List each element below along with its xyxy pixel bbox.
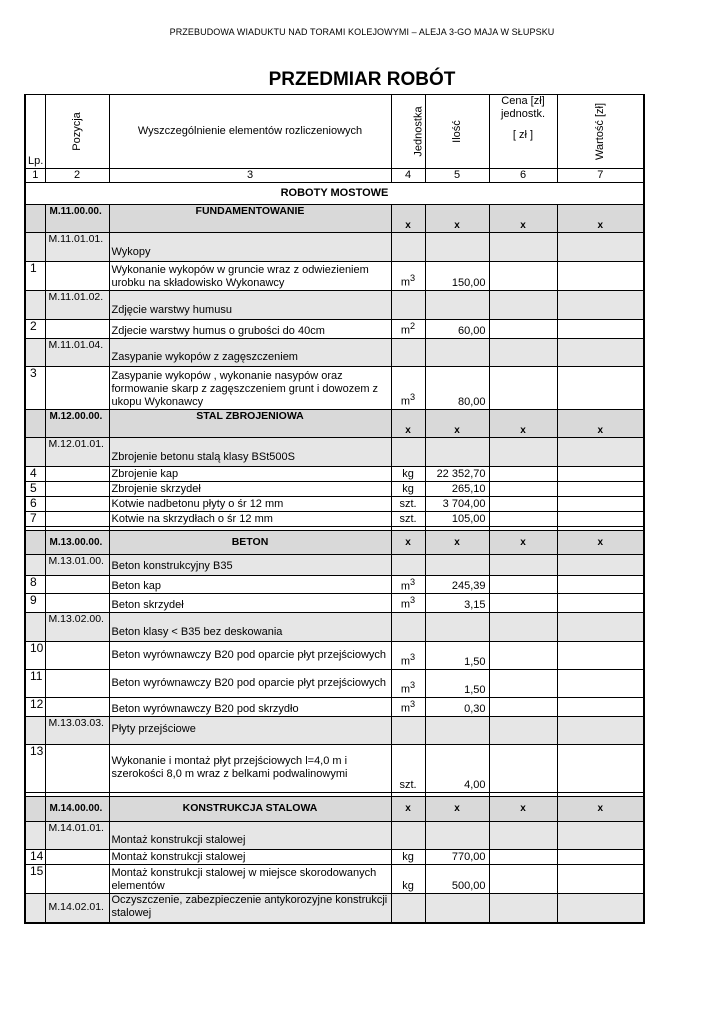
table-header-row bbox=[25, 95, 644, 169]
subgroup-code: M.11.01.01. bbox=[45, 233, 109, 262]
position-unit: kg bbox=[391, 864, 425, 893]
przedmiar-table bbox=[24, 94, 645, 924]
position-quantity: 105,00 bbox=[425, 511, 489, 526]
position-row bbox=[25, 641, 644, 669]
position-quantity: 500,00 bbox=[425, 864, 489, 893]
header-opis: Wyszczególnienie elementów rozliczeniowych bbox=[109, 95, 391, 169]
subgroup-row bbox=[25, 893, 644, 923]
position-row bbox=[25, 864, 644, 893]
x-mark: x bbox=[425, 409, 489, 437]
position-unit: $m^3$ bbox=[391, 262, 425, 291]
header-pozycja: Pozycja bbox=[45, 95, 109, 169]
position-number: 8 bbox=[25, 575, 45, 594]
position-number: 4 bbox=[25, 466, 45, 481]
position-description: Zbrojenie skrzydeł bbox=[109, 481, 391, 496]
subgroup-code: M.13.02.00. bbox=[45, 612, 109, 641]
position-row bbox=[25, 496, 644, 511]
position-quantity: 0,30 bbox=[425, 697, 489, 716]
group-row bbox=[25, 205, 644, 233]
section-title: ROBOTY MOSTOWE bbox=[25, 183, 644, 205]
position-number: 2 bbox=[25, 320, 45, 339]
group-name: BETON bbox=[109, 530, 391, 554]
position-description: Zasypanie wykopów , wykonanie nasypów oraz formowanie skarp z zagęszczeniem grunt i dowozem z ukopu Wykonawcy bbox=[109, 366, 391, 409]
header-jednostka: Jednostka bbox=[391, 95, 425, 169]
position-unit: szt. bbox=[391, 496, 425, 511]
document-title: PRZEDMIAR ROBÓT bbox=[268, 69, 456, 90]
subgroup-code: M.14.01.01. bbox=[45, 821, 109, 849]
subgroup-name: Płyty przejściowe bbox=[109, 716, 391, 744]
x-mark: x bbox=[489, 530, 557, 554]
subgroup-code: M.11.01.04. bbox=[45, 338, 109, 366]
position-description: Wykonanie wykopów w gruncie wraz z odwiezieniem urobku na składowisko Wykonawcy bbox=[109, 262, 391, 291]
x-mark: x bbox=[489, 796, 557, 821]
position-unit: kg bbox=[391, 466, 425, 481]
x-mark: x bbox=[425, 530, 489, 554]
position-unit: szt. bbox=[391, 744, 425, 792]
header-lp: Lp. bbox=[25, 95, 45, 169]
x-mark: x bbox=[391, 409, 425, 437]
subgroup-name: Oczyszczenie, zabezpieczenie antykorozyjne konstrukcji stalowej bbox=[109, 893, 391, 923]
x-mark: x bbox=[557, 409, 644, 437]
group-name: KONSTRUKCJA STALOWA bbox=[109, 796, 391, 821]
position-description: Beton wyrównawczy B20 pod oparcie płyt przejściowych bbox=[109, 669, 391, 697]
group-code: M.13.00.00. bbox=[45, 530, 109, 554]
position-description: Beton kap bbox=[109, 575, 391, 594]
column-number: 4 bbox=[391, 169, 425, 183]
position-quantity: 150,00 bbox=[425, 262, 489, 291]
x-mark: x bbox=[557, 530, 644, 554]
position-description: Montaż konstrukcji stalowej w miejsce skorodowanych elementów bbox=[109, 864, 391, 893]
column-number: 2 bbox=[45, 169, 109, 183]
position-quantity: 245,39 bbox=[425, 575, 489, 594]
position-row bbox=[25, 481, 644, 496]
subgroup-row bbox=[25, 716, 644, 744]
group-name: STAL ZBROJENIOWA bbox=[109, 409, 391, 437]
section-title-row bbox=[25, 183, 644, 205]
subgroup-name: Zasypanie wykopów z zagęszczeniem bbox=[109, 338, 391, 366]
position-description: Zbrojenie kap bbox=[109, 466, 391, 481]
group-code: M.12.00.00. bbox=[45, 409, 109, 437]
position-number: 7 bbox=[25, 511, 45, 526]
subgroup-name: Beton klasy < B35 bez deskowania bbox=[109, 612, 391, 641]
subgroup-name: Montaż konstrukcji stalowej bbox=[109, 821, 391, 849]
group-code: M.11.00.00. bbox=[45, 205, 109, 233]
position-description: Zdjecie warstwy humus o grubości do 40cm bbox=[109, 320, 391, 339]
position-number: 1 bbox=[25, 262, 45, 291]
column-number: 5 bbox=[425, 169, 489, 183]
position-quantity: 80,00 bbox=[425, 366, 489, 409]
position-quantity: 3 704,00 bbox=[425, 496, 489, 511]
subgroup-code: M.13.01.00. bbox=[45, 554, 109, 575]
position-number: 15 bbox=[25, 864, 45, 893]
position-number: 13 bbox=[25, 744, 45, 792]
x-mark: x bbox=[557, 205, 644, 233]
x-mark: x bbox=[557, 796, 644, 821]
subgroup-row bbox=[25, 338, 644, 366]
subgroup-code: M.14.02.01. bbox=[45, 893, 109, 923]
column-number: 1 bbox=[25, 169, 45, 183]
position-description: Kotwie na skrzydłach o śr 12 mm bbox=[109, 511, 391, 526]
position-number: 14 bbox=[25, 849, 45, 864]
position-row bbox=[25, 849, 644, 864]
position-unit: $m^3$ bbox=[391, 366, 425, 409]
position-description: Kotwie nadbetonu płyty o śr 12 mm bbox=[109, 496, 391, 511]
position-row bbox=[25, 366, 644, 409]
position-row bbox=[25, 744, 644, 792]
position-unit: $m^3$ bbox=[391, 669, 425, 697]
header-ilosc: Ilość bbox=[425, 95, 489, 169]
position-quantity: 22 352,70 bbox=[425, 466, 489, 481]
position-unit: $m^3$ bbox=[391, 594, 425, 613]
subgroup-name: Zbrojenie betonu stalą klasy BSt500S bbox=[109, 437, 391, 466]
group-code: M.14.00.00. bbox=[45, 796, 109, 821]
position-quantity: 770,00 bbox=[425, 849, 489, 864]
position-number: 5 bbox=[25, 481, 45, 496]
position-unit: szt. bbox=[391, 511, 425, 526]
header-cena: Cena [zł] jednostk. [ zł ] bbox=[489, 95, 557, 169]
position-row bbox=[25, 466, 644, 481]
subgroup-row bbox=[25, 291, 644, 320]
subgroup-name: Zdjęcie warstwy humusu bbox=[109, 291, 391, 320]
position-row bbox=[25, 320, 644, 339]
x-mark: x bbox=[425, 796, 489, 821]
subgroup-code: M.11.01.02. bbox=[45, 291, 109, 320]
header-wartosc: Wartość [zł] bbox=[557, 95, 644, 169]
position-description: Wykonanie i montaż płyt przejściowych l=4,0 m i szerokości 8,0 m wraz z belkami podwalinowymi bbox=[109, 744, 391, 792]
position-description: Beton wyrównawczy B20 pod skrzydło bbox=[109, 697, 391, 716]
group-row bbox=[25, 409, 644, 437]
position-description: Beton skrzydeł bbox=[109, 594, 391, 613]
position-quantity: 1,50 bbox=[425, 669, 489, 697]
position-number: 9 bbox=[25, 594, 45, 613]
x-mark: x bbox=[391, 205, 425, 233]
x-mark: x bbox=[391, 530, 425, 554]
x-mark: x bbox=[391, 796, 425, 821]
position-row bbox=[25, 511, 644, 526]
position-quantity: 1,50 bbox=[425, 641, 489, 669]
subgroup-code: M.13.03.03. bbox=[45, 716, 109, 744]
position-unit: kg bbox=[391, 849, 425, 864]
position-unit: $m^2$ bbox=[391, 320, 425, 339]
position-number: 3 bbox=[25, 366, 45, 409]
position-unit: kg bbox=[391, 481, 425, 496]
subgroup-row bbox=[25, 612, 644, 641]
position-row bbox=[25, 697, 644, 716]
position-number: 11 bbox=[25, 669, 45, 697]
x-mark: x bbox=[425, 205, 489, 233]
document-header: PRZEBUDOWA WIADUKTU NAD TORAMI KOLEJOWYMI – ALEJA 3-GO MAJA W SŁUPSKU bbox=[169, 27, 555, 37]
subgroup-row bbox=[25, 821, 644, 849]
x-mark: x bbox=[489, 205, 557, 233]
x-mark: x bbox=[489, 409, 557, 437]
column-number-row bbox=[25, 169, 644, 183]
position-quantity: 265,10 bbox=[425, 481, 489, 496]
subgroup-row bbox=[25, 233, 644, 262]
position-description: Montaż konstrukcji stalowej bbox=[109, 849, 391, 864]
position-row bbox=[25, 669, 644, 697]
position-row bbox=[25, 262, 644, 291]
position-unit: $m^3$ bbox=[391, 575, 425, 594]
position-unit: $m^3$ bbox=[391, 641, 425, 669]
position-row bbox=[25, 575, 644, 594]
subgroup-row bbox=[25, 437, 644, 466]
column-number: 7 bbox=[557, 169, 644, 183]
subgroup-row bbox=[25, 554, 644, 575]
subgroup-name: Wykopy bbox=[109, 233, 391, 262]
group-name: FUNDAMENTOWANIE bbox=[109, 205, 391, 233]
position-quantity: 3,15 bbox=[425, 594, 489, 613]
group-row bbox=[25, 530, 644, 554]
position-number: 6 bbox=[25, 496, 45, 511]
position-number: 10 bbox=[25, 641, 45, 669]
position-description: Beton wyrównawczy B20 pod oparcie płyt przejściowych bbox=[109, 641, 391, 669]
position-number: 12 bbox=[25, 697, 45, 716]
subgroup-name: Beton konstrukcyjny B35 bbox=[109, 554, 391, 575]
column-number: 6 bbox=[489, 169, 557, 183]
position-row bbox=[25, 594, 644, 613]
column-number: 3 bbox=[109, 169, 391, 183]
position-quantity: 4,00 bbox=[425, 744, 489, 792]
position-quantity: 60,00 bbox=[425, 320, 489, 339]
group-row bbox=[25, 796, 644, 821]
position-unit: $m^3$ bbox=[391, 697, 425, 716]
subgroup-code: M.12.01.01. bbox=[45, 437, 109, 466]
